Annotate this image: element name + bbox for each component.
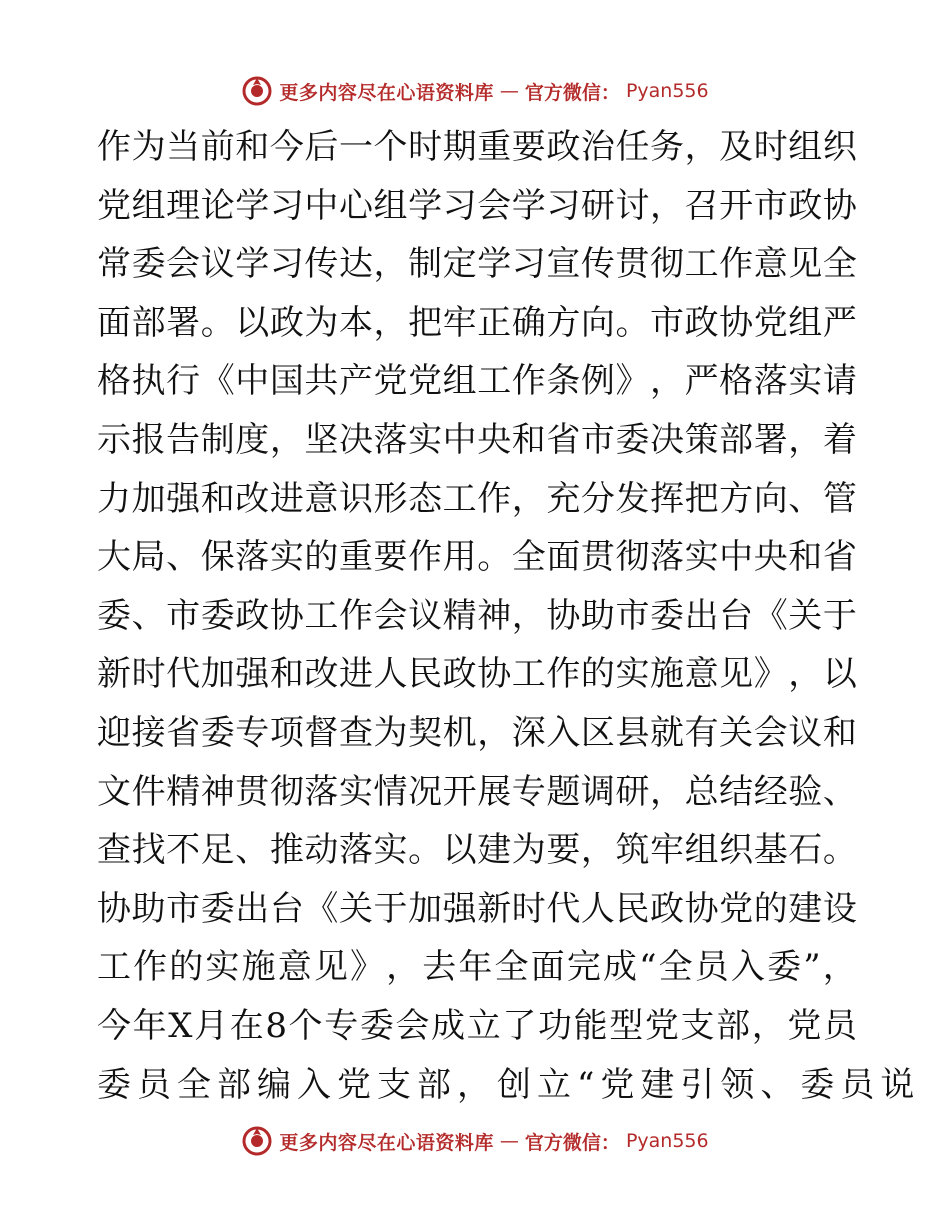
text-line: 迎 接 省 委 专 项 督 查 为 契 机 ， 深 入 区 县 就 有 关 会 议 和 (97, 712, 857, 753)
text-line: 协 助 市 委 出 台 《 关 于 加 强 新 时 代 人 民 政 协 党 的 建 设 (97, 888, 857, 929)
watermark-site-text: 更多内容尽在心语资料库 (279, 81, 494, 104)
text-line: 力 加 强 和 改 进 意 识 形 态 工 作 ， 充 分 发 挥 把 方 向 、 管 (97, 478, 857, 519)
text-line: 格 执 行 《 中 国 共 产 党 党 组 工 作 条 例 》 ， 严 格 落 实 请 (97, 361, 857, 402)
text-line: 今 年 X 月 在 8 个 专 委 会 成 立 了 功 能 型 党 支 部 ， 党 员 (97, 1005, 857, 1046)
text-line: 党 组 理 论 学 习 中 心 组 学 习 会 学 习 研 讨 ， 召 开 市 政 协 (97, 185, 857, 226)
text-line: 作 为 当 前 和 今 后 一 个 时 期 重 要 政 治 任 务 ， 及 时 组 织 (97, 127, 857, 167)
watermark-wechat-label: 官方微信： (524, 81, 620, 104)
watermark-site-text: 更多内容尽在心语资料库 (279, 1131, 494, 1154)
text-line: 文 件 精 神 贯 彻 落 实 情 况 开 展 专 题 调 研 ， 总 结 经 验 、 (97, 771, 857, 812)
watermark-separator: — (499, 80, 519, 102)
text-line: 委 、 市 委 政 协 工 作 会 议 精 神 ， 协 助 市 委 出 台 《 关 于 (97, 595, 857, 636)
text-line: 常 委 会 议 学 习 传 达 ， 制 定 学 习 宣 传 贯 彻 工 作 意 见 全 (97, 244, 857, 285)
watermark-wechat-id: Pyan556 (625, 80, 709, 102)
text-line: 委 员 全 部 编 入 党 支 部 ， 创 立 “ 党 建 引 领 、 委 员 说 (97, 1064, 921, 1105)
text-line: 大 局 、 保 落 实 的 重 要 作 用 。 全 面 贯 彻 落 实 中 央 和 省 (97, 537, 857, 578)
header-watermark (0, 75, 950, 107)
text-line: 查 找 不 足 、 推 动 落 实 。 以 建 为 要 ， 筑 牢 组 织 基 石 。 (97, 830, 857, 871)
text-line: 示 报 告 制 度 ， 坚 决 落 实 中 央 和 省 市 委 决 策 部 署 ， 着 (97, 419, 857, 460)
watermark-wechat-id: Pyan556 (625, 1130, 709, 1152)
logo-icon (241, 75, 273, 107)
text-line: 工 作 的 实 施 意 见 》 ， 去 年 全 面 完 成 “ 全 员 入 委 ” ， (97, 947, 857, 988)
logo-icon (241, 1125, 273, 1157)
text-line: 面 部 署 。 以 政 为 本 ， 把 牢 正 确 方 向 。 市 政 协 党 组 严 (97, 302, 857, 343)
watermark-wechat-label: 官方微信： (524, 1131, 620, 1154)
watermark-separator: — (499, 1130, 519, 1152)
document-body (97, 118, 921, 1114)
text-line: 新 时 代 加 强 和 改 进 人 民 政 协 工 作 的 实 施 意 见 》 ， 以 (97, 654, 857, 695)
footer-watermark (0, 1125, 950, 1157)
